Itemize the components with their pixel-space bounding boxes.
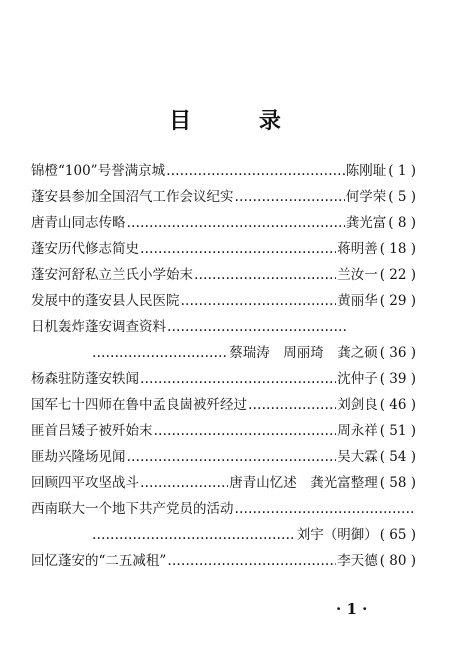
entry-page: ( 8 ) [388,215,416,231]
leader-dots [181,288,337,314]
entry-author: 黄丽华 [337,293,378,309]
leader-dots [140,366,336,392]
entry-page: ( 36 ) [379,345,416,361]
toc-entry [31,262,416,288]
entry-page: ( 46 ) [379,397,416,413]
entry-title: 锦橙“100”号誉满京城 [31,163,166,179]
entry-page: ( 80 ) [379,553,416,569]
entry-page: ( 51 ) [379,423,416,439]
leader-dots [194,262,336,288]
entry-author: 蒋明善 [337,241,378,257]
entry-title: 杨森驻防蓬安轶闻 [31,371,139,387]
entry-author: 刘宇（明御） [296,527,378,543]
leader-dots [235,496,414,522]
entry-author: 周永祥 [337,423,378,439]
entry-page: ( 54 ) [379,449,416,465]
entry-author: 龚光富 [345,215,387,231]
leader-dots [127,210,345,236]
leader-dots [92,340,228,366]
entry-page: ( 18 ) [379,241,416,257]
entry-author: 兰汝一 [337,267,378,283]
toc-entry [31,392,416,418]
page-title: 目 录 [169,108,311,134]
toc-entry [31,314,416,340]
entry-author: 沈仲子 [337,371,378,387]
entry-page: ( 65 ) [379,527,416,543]
entry-title: 日机轰炸蓬安调查资料 [31,319,166,335]
leader-dots [140,470,228,496]
entry-author: 陈刚耻 [345,163,387,179]
leader-dots [167,548,336,574]
entry-author: 何学荣 [345,189,387,205]
entry-title: 匪劫兴隆场见闻 [31,449,126,465]
leader-dots [167,314,347,340]
entry-page: ( 58 ) [379,475,416,491]
entry-title: 蓬安河舒私立兰氏小学始末 [31,267,193,283]
toc-entry [31,366,416,392]
entry-title: 回顾四平攻坚战斗 [31,475,139,491]
toc-entry-continuation [31,340,416,366]
entry-page: ( 5 ) [388,189,416,205]
leader-dots [140,236,336,262]
toc-entry [31,158,416,184]
toc-entry-continuation [31,522,416,548]
entry-title: 唐青山同志传略 [31,215,126,231]
leader-dots [248,392,336,418]
entry-title: 国军七十四师在鲁中孟良崮被歼经过 [31,397,247,413]
toc-entry [31,496,416,522]
entry-page: ( 22 ) [379,267,416,283]
entry-author: 李天德 [337,553,378,569]
entry-page: ( 1 ) [388,163,416,179]
toc-entry [31,548,416,574]
toc-entry [31,184,416,210]
leader-dots [154,418,337,444]
toc-entry [31,236,416,262]
entry-author: 吴大霖 [337,449,378,465]
toc-entry [31,288,416,314]
leader-dots [235,184,345,210]
entry-title: 蓬安县参加全国沼气工作会议纪实 [31,189,234,205]
toc-entry [31,444,416,470]
entry-title: 发展中的蓬安县人民医院 [31,293,180,309]
entry-author: 唐青山忆述 龚光富整理 [229,475,378,491]
leader-dots [92,522,296,548]
toc-entry [31,470,416,496]
entry-title: 回忆蓬安的“二五减租” [31,553,167,569]
page-number: · 1 · [336,600,368,618]
toc-entry [31,418,416,444]
entry-title: 蓬安历代修志简史 [31,241,139,257]
entry-author: 蔡瑞涛 周丽琦 龚之硕 [229,345,378,361]
entry-title: 匪首吕矮子被歼始末 [31,423,153,439]
entry-title: 西南联大一个地下共产党员的活动 [31,501,234,517]
leader-dots [166,158,345,184]
leader-dots [127,444,337,470]
entry-page: ( 39 ) [379,371,416,387]
table-of-contents [31,158,416,574]
entry-page: ( 29 ) [379,293,416,309]
toc-entry [31,210,416,236]
entry-author: 刘剑良 [337,397,378,413]
